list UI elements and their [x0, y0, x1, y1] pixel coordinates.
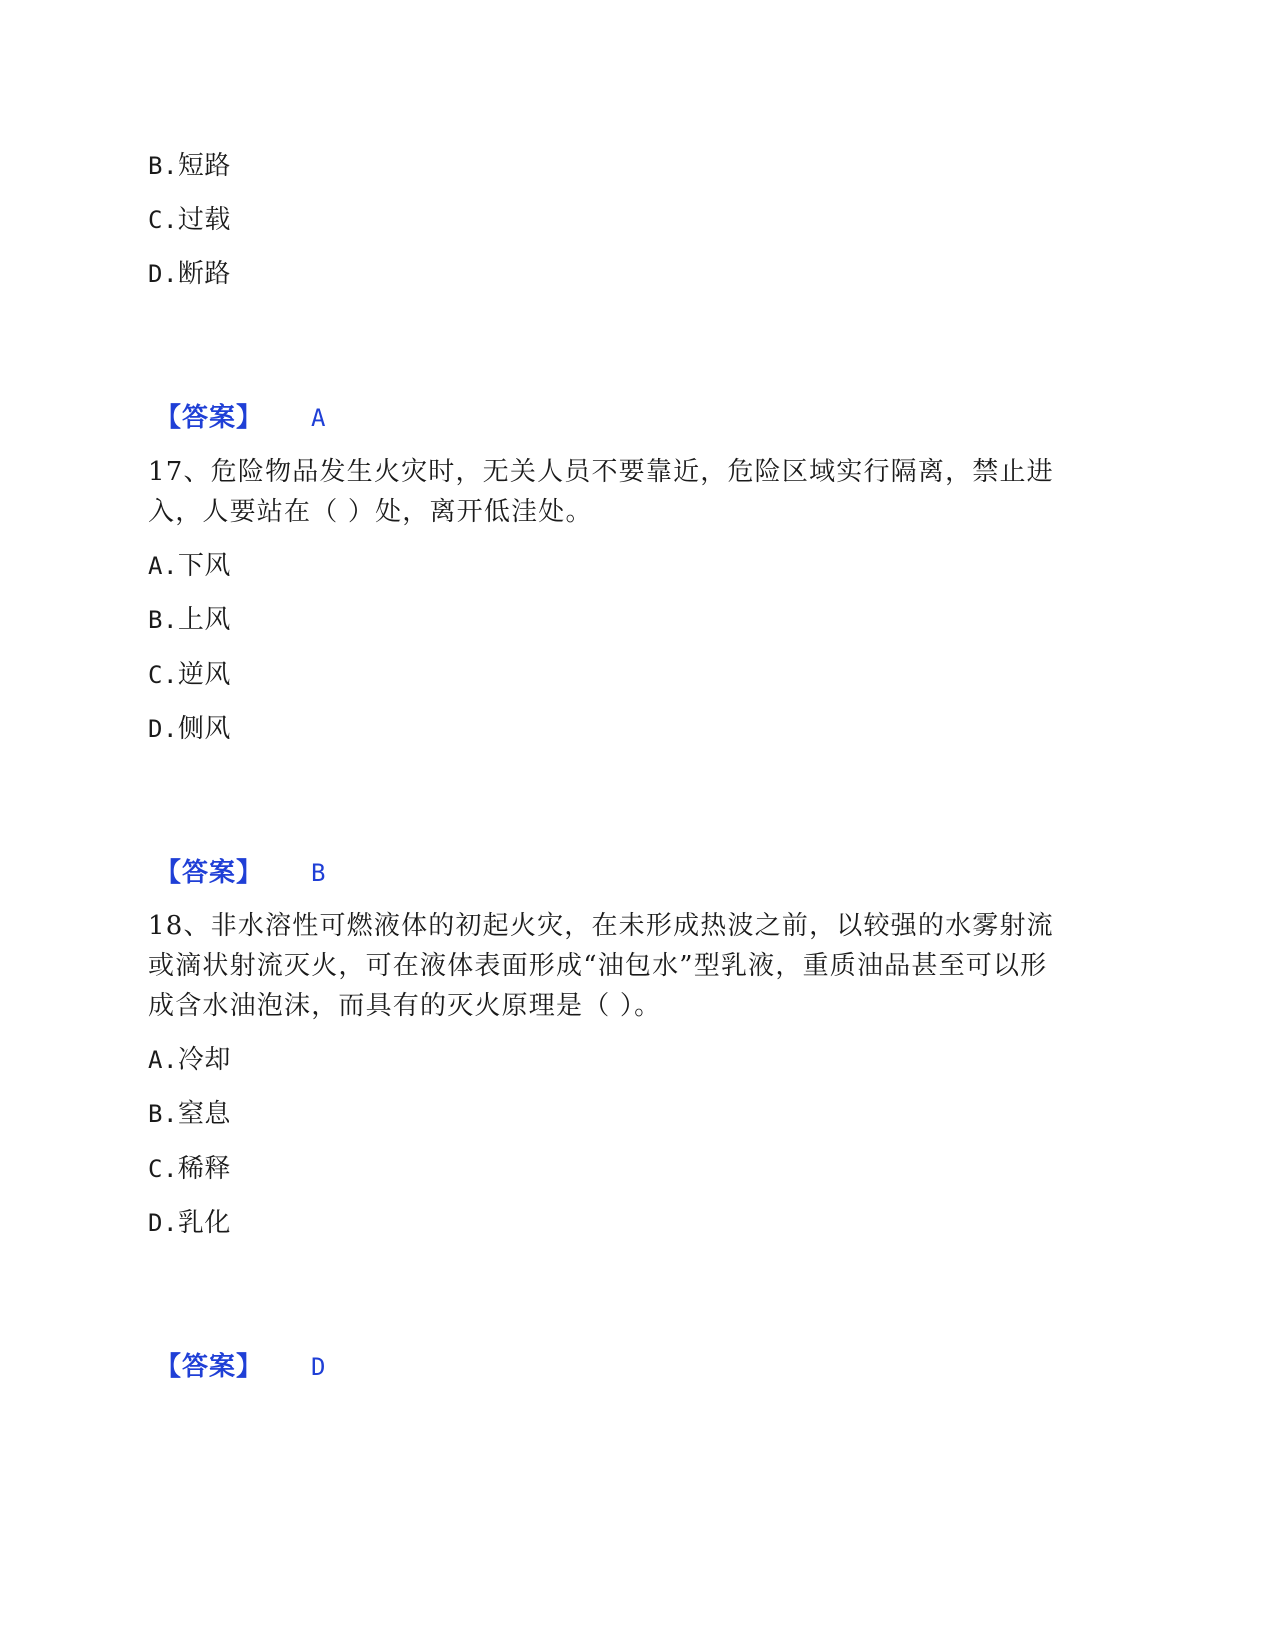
answer-value: A: [311, 404, 326, 432]
q16-option-c: C.过载: [148, 205, 231, 235]
q17-option-d: D.侧风: [148, 714, 231, 744]
q17-option-a: A.下风: [148, 551, 231, 581]
q18-option-b: B.窒息: [148, 1099, 231, 1129]
q17-answer: [155, 853, 325, 893]
q16-option-b: B.短路: [148, 151, 231, 181]
q17-option-b: B.上风: [148, 605, 231, 635]
answer-label: 【答案】: [155, 403, 264, 433]
q17-question-text: 17、危险物品发生火灾时，无关人员不要靠近，危险区域实行隔离，禁止进 入，人要站在（ ）处，离开低洼处。: [148, 457, 1054, 527]
q18-option-d: D.乳化: [148, 1208, 231, 1238]
q18-question-text: 18、非水溶性可燃液体的初起火灾，在未形成热波之前，以较强的水雾射流 或滴状射流灭火，可在液体表面形成“油包水”型乳液，重质油品甚至可以形 成含水油泡沫，而具有的灭火原理是（ ）。: [148, 911, 1054, 1021]
q17-option-c: C.逆风: [148, 660, 231, 690]
q18-option-c: C.稀释: [148, 1154, 231, 1184]
answer-label: 【答案】: [155, 1352, 264, 1382]
q18-answer: [155, 1347, 325, 1387]
answer-value: B: [311, 859, 326, 887]
answer-value: D: [311, 1353, 326, 1381]
q18-option-a: A.冷却: [148, 1045, 231, 1075]
q16-option-d: D.断路: [148, 259, 231, 289]
q16-answer: [155, 398, 325, 438]
answer-label: 【答案】: [155, 858, 264, 888]
